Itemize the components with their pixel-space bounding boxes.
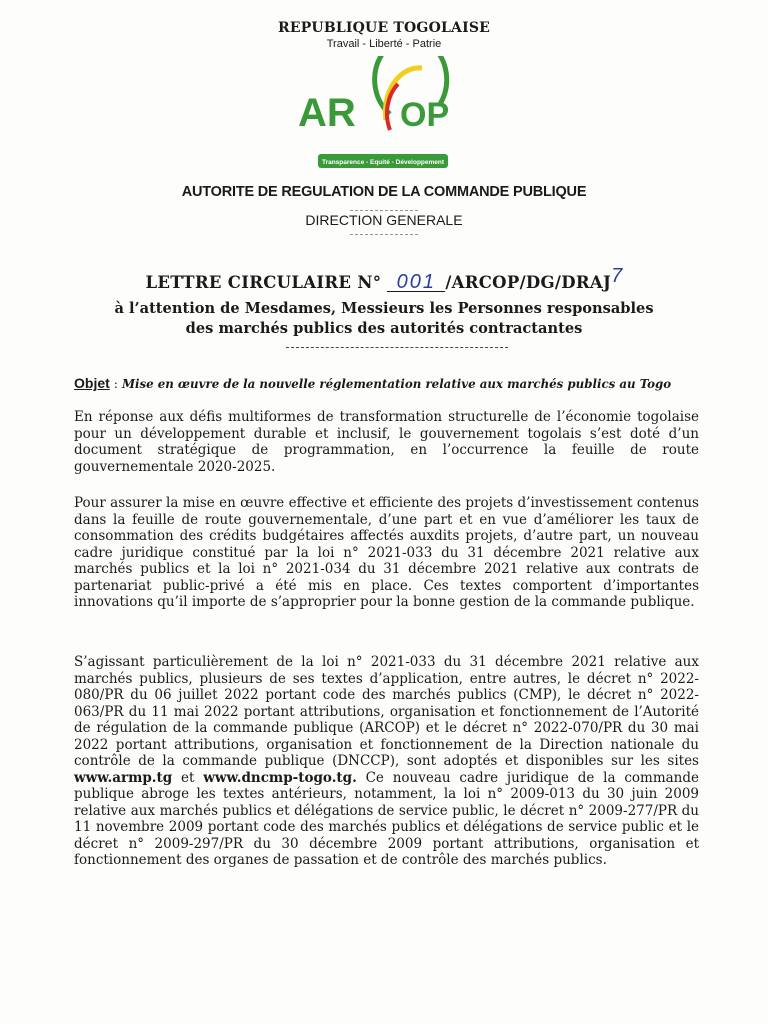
subject-label: Objet xyxy=(74,375,110,391)
paragraph-2: Pour assurer la mise en œuvre effective et efficiente des projets d’investissement contenus dans la feuille de route gouvernementale, d’une part et en vue d’améliorer les taux de consommation des crédits budgétaires affectés auxdits projets, d’autre part, un nouveau cadre juridique constitué par la loi n° 2021-033 du 31 décembre 2021 relative aux marchés publics et la loi n° 2021-034 du 31 décembre 2021 relative aux contrats de partenariat public-privé a été mis en place. Ces textes comportent d’importantes innovations qu’il importe de s’approprier pour la bonne gestion de la commande publique. xyxy=(74,495,699,610)
separator-line xyxy=(286,347,508,348)
addressee xyxy=(0,299,768,339)
paragraph-3-part-b: Ce nouveau cadre juridique de la commande publique abroge les textes antérieurs, notamment, la loi n° 2009-013 du 30 juin 2009 relative aux marchés publics et délégations de service public, le décret n° 2009-277/PR du 11 novembre 2009 portant code des marchés publics et délégations de service public et le décret n° 2009-297/PR du 30 décembre 2009 portant attributions, organisation et fonctionnement des organes de passation et de contrôle des marchés publics. xyxy=(74,769,699,868)
logo-tagline: Transparence - Equité - Développement xyxy=(321,159,445,166)
national-motto: Travail - Liberté - Patrie xyxy=(326,38,442,50)
authority-name: AUTORITE DE REGULATION DE LA COMMANDE PUBLIQUE xyxy=(181,184,587,200)
website-armp: www.armp.tg xyxy=(74,769,173,786)
letterhead xyxy=(0,18,768,50)
logo-text-op: OP xyxy=(400,96,450,134)
direction-name: DIRECTION GENERALE xyxy=(305,212,463,228)
paragraph-3 xyxy=(74,654,699,869)
website-dncmp: www.dncmp-togo.tg. xyxy=(203,769,357,786)
subject-line xyxy=(74,375,704,391)
circular-suffix: /ARCOP/DG/DRAJ xyxy=(445,273,612,292)
paragraph-1: En réponse aux défis multiformes de transformation structurelle de l’économie togolaise pour un développement durable et inclusif, le gouvernement togolais s’est doté d’un document stratégique de programmation, en l’occurrence la feuille de route gouvernementale 2020-2025. xyxy=(74,409,699,475)
logo-text-ar: AR xyxy=(298,91,356,135)
addressee-line-2: des marchés publics des autorités contractantes xyxy=(185,320,583,337)
addressee-line-1: à l’attention de Mesdames, Messieurs les Personnes responsables xyxy=(114,300,654,317)
circular-reference xyxy=(0,265,768,294)
subject-colon: : xyxy=(109,376,122,391)
divider-dots xyxy=(350,234,418,235)
republic-name: REPUBLIQUE TOGOLAISE xyxy=(277,20,491,36)
paragraph-3-part-a: S’agissant particulièrement de la loi n° 2021-033 du 31 décembre 2021 relative aux marchés publics, plusieurs de ses textes d’application, entre autres, le décret n° 2022-080/PR du 06 juillet 2022 portant code des marchés publics (CMP), le décret n° 2022-063/PR du 11 mai 2022 portant attributions, organisation et fonctionnement de l’Autorité de régulation de la commande publique (ARCOP) et le décret n° 2022-070/PR du 30 mai 2022 portant attributions, organisation et fonctionnement de la Direction nationale du contrôle de la commande publique (DNCCP), sont adoptés et disponibles sur les sites xyxy=(74,654,699,769)
subject-text: Mise en œuvre de la nouvelle réglementation relative aux marchés publics au Togo xyxy=(121,377,672,391)
circular-prefix: LETTRE CIRCULAIRE N° xyxy=(145,273,382,292)
paragraph-3-and: et xyxy=(172,769,204,786)
handwritten-mark: 7 xyxy=(611,265,623,287)
circular-number: 001 xyxy=(387,273,445,292)
arcop-logo xyxy=(290,56,460,176)
divider-dots xyxy=(350,210,418,211)
